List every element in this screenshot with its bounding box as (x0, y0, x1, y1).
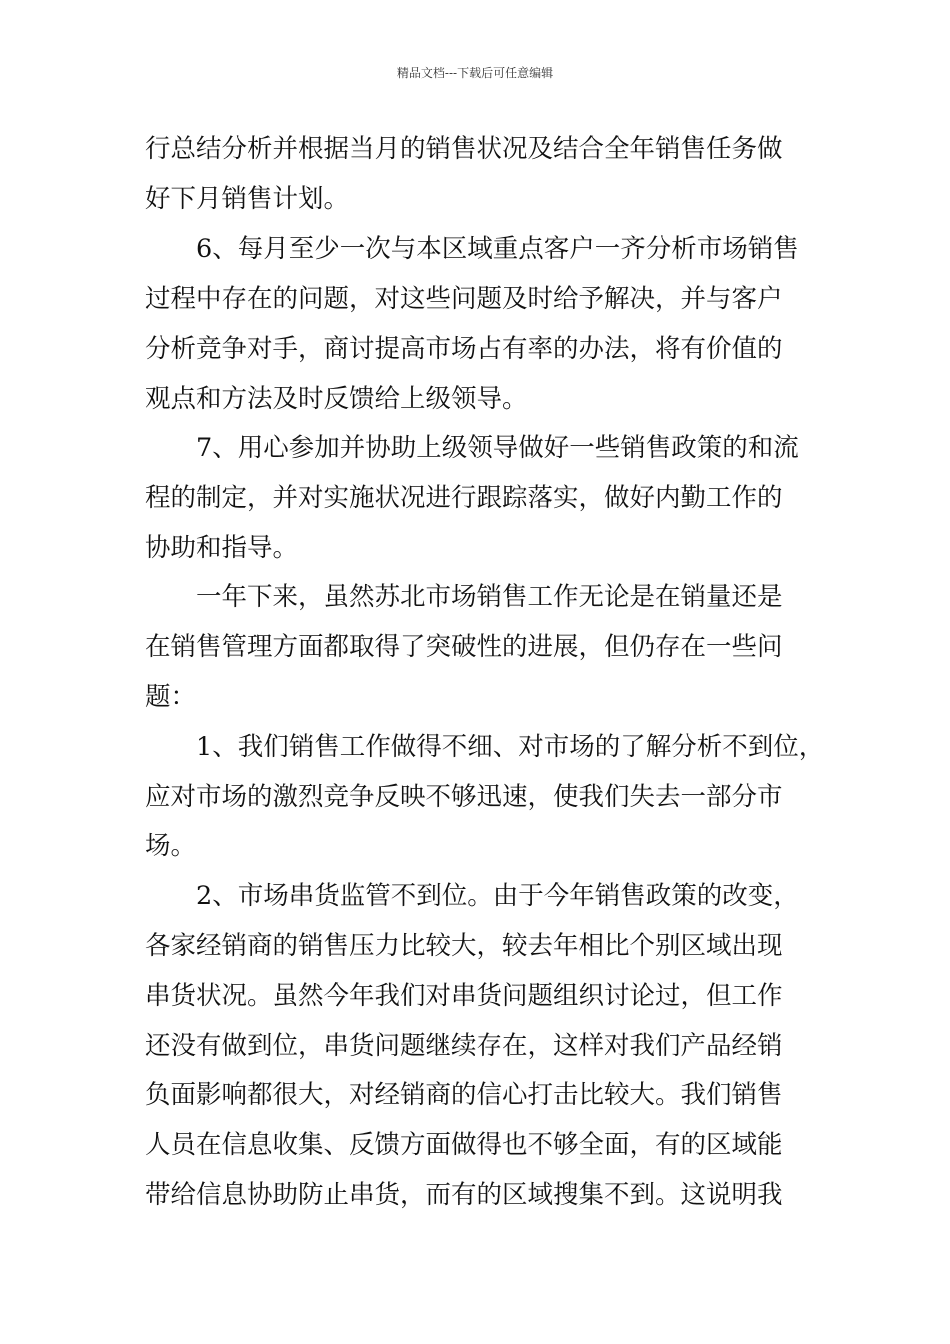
text-line: 过程中存在的问题，对这些问题及时给予解决，并与客户 (145, 284, 783, 314)
page-header: 精品文档---下载后可任意编辑 (396, 66, 554, 80)
text-line: 协助和指导。 (145, 533, 299, 563)
text-line: 观点和方法及时反馈给上级领导。 (145, 384, 528, 414)
text-line: 分析竞争对手，商讨提高市场占有率的办法，将有价值的 (145, 334, 783, 364)
text-line: 人员在信息收集、反馈方面做得也不够全面，有的区域能 (145, 1130, 783, 1160)
text-line: 6、每月至少一次与本区域重点客户一齐分析市场销售 (196, 234, 799, 264)
text-line: 在销售管理方面都取得了突破性的进展，但仍存在一些问 (145, 632, 783, 662)
text-line: 好下月销售计划。 (145, 184, 350, 214)
text-line: 各家经销商的销售压力比较大，较去年相比个别区域出现 (145, 931, 783, 961)
text-line: 2、市场串货监管不到位。由于今年销售政策的改变， (196, 881, 799, 911)
text-line: 1、我们销售工作做得不细、对市场的了解分析不到位， (196, 732, 825, 762)
text-line: 题： (145, 682, 197, 712)
text-line: 一年下来，虽然苏北市场销售工作无论是在销量还是 (196, 582, 783, 612)
text-line: 还没有做到位，串货问题继续存在，这样对我们产品经销 (145, 1031, 783, 1061)
text-line: 行总结分析并根据当月的销售状况及结合全年销售任务做 (145, 134, 783, 164)
text-line: 应对市场的激烈竞争反映不够迅速，使我们失去一部分市 (145, 782, 783, 812)
text-line: 负面影响都很大，对经销商的信心打击比较大。我们销售 (145, 1080, 783, 1110)
text-line: 程的制定，并对实施状况进行跟踪落实，做好内勤工作的 (145, 483, 783, 513)
text-line: 带给信息协助防止串货，而有的区域搜集不到。这说明我 (145, 1180, 783, 1210)
text-line: 场。 (145, 831, 197, 861)
text-line: 串货状况。虽然今年我们对串货问题组织讨论过，但工作 (145, 981, 783, 1011)
text-line: 7、用心参加并协助上级领导做好一些销售政策的和流 (196, 433, 799, 463)
